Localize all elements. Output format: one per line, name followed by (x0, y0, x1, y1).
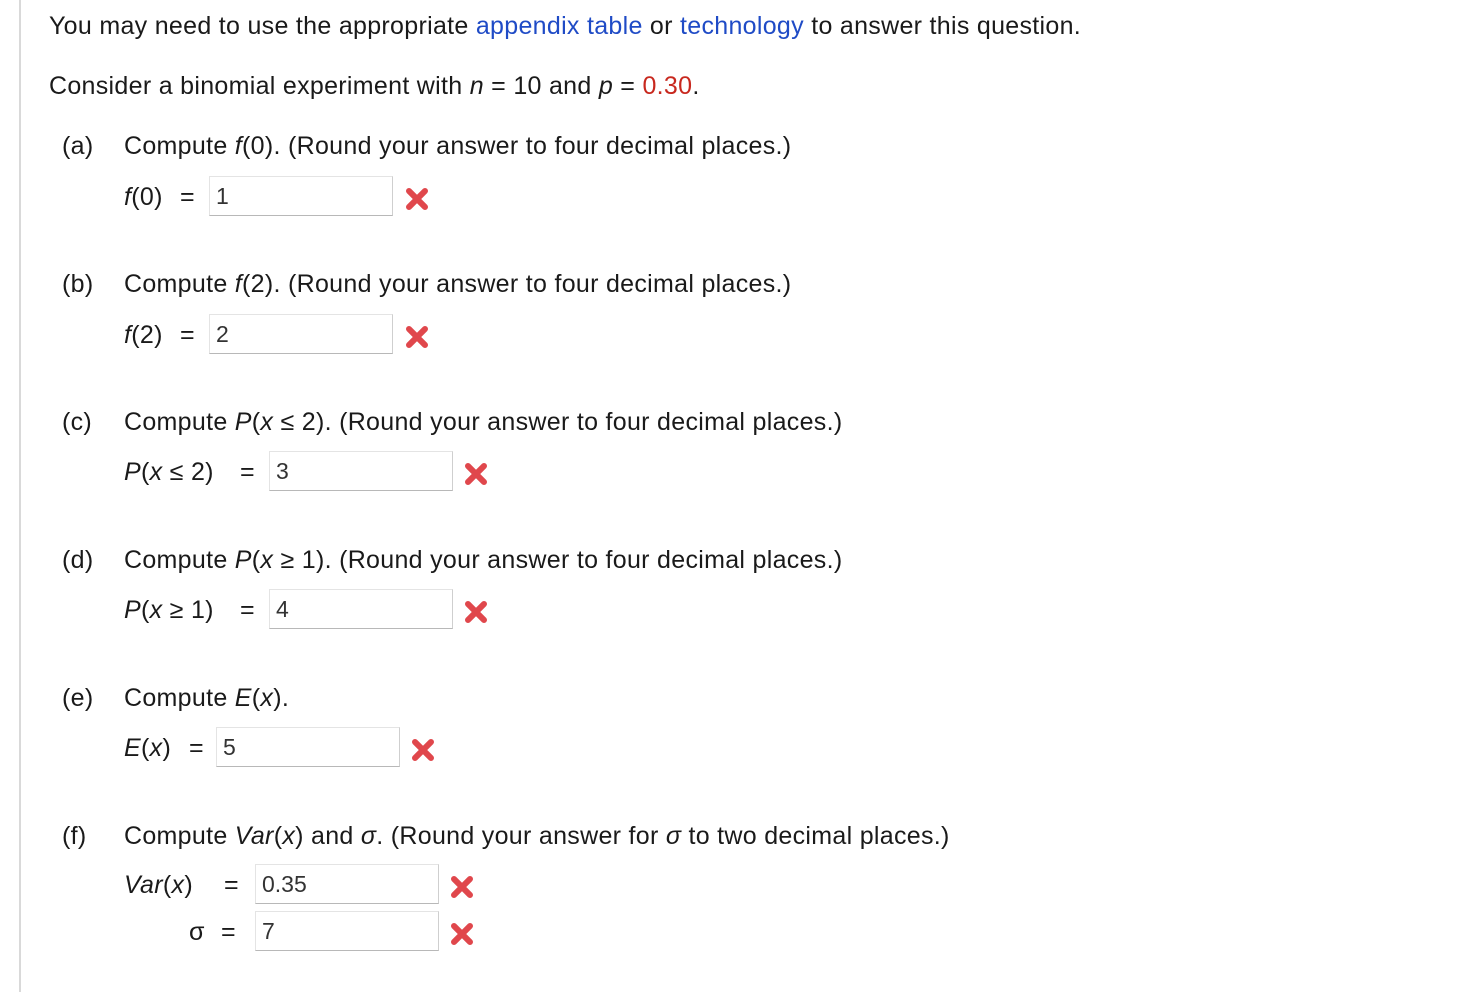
part-f-sigma-input[interactable] (255, 911, 439, 951)
part-f-sigma-label: σ (189, 918, 205, 946)
part-b-question: (b) Compute f(2). (Round your answer to four decimal places.) (62, 270, 792, 298)
part-c-answer-input[interactable] (269, 451, 453, 491)
part-e-question: (e) Compute E(x). (62, 684, 290, 712)
part-b-answer-input[interactable] (209, 314, 393, 354)
part-d-answer-input[interactable] (269, 589, 453, 629)
x-mark-icon (448, 873, 476, 901)
part-a-question: (a) Compute f(0). (Round your answer to four decimal places.) (62, 132, 792, 160)
intro-text: You may need to use the appropriate appendix table or technology to answer this question. (49, 12, 1082, 40)
part-e-answer-input[interactable] (216, 727, 400, 767)
part-c-label: P(x ≤ 2) (124, 458, 214, 486)
x-mark-icon (403, 323, 431, 351)
p-value: 0.30 (642, 72, 693, 100)
appendix-table-link[interactable]: appendix table (475, 12, 643, 40)
part-a-answer-input[interactable] (209, 176, 393, 216)
part-c-question: (c) Compute P(x ≤ 2). (Round your answer to four decimal places.) (62, 408, 843, 436)
part-d-label: P(x ≥ 1) (124, 596, 214, 624)
problem-setup: Consider a binomial experiment with n = 10 and p = 0.30. (49, 72, 700, 100)
x-mark-icon (409, 736, 437, 764)
part-a-label: f(0) (124, 183, 163, 211)
part-e-label: E(x) (124, 734, 172, 762)
technology-link[interactable]: technology (680, 12, 804, 40)
part-b-label: f(2) (124, 321, 163, 349)
left-border (19, 0, 21, 992)
part-f-var-label: Var(x) (124, 871, 193, 899)
x-mark-icon (403, 185, 431, 213)
x-mark-icon (462, 598, 490, 626)
part-d-question: (d) Compute P(x ≥ 1). (Round your answer to four decimal places.) (62, 546, 843, 574)
part-f-question: (f) Compute Var(x) and σ. (Round your answer for σ to two decimal places.) (62, 822, 950, 850)
x-mark-icon (462, 460, 490, 488)
part-f-variance-input[interactable] (255, 864, 439, 904)
x-mark-icon (448, 920, 476, 948)
